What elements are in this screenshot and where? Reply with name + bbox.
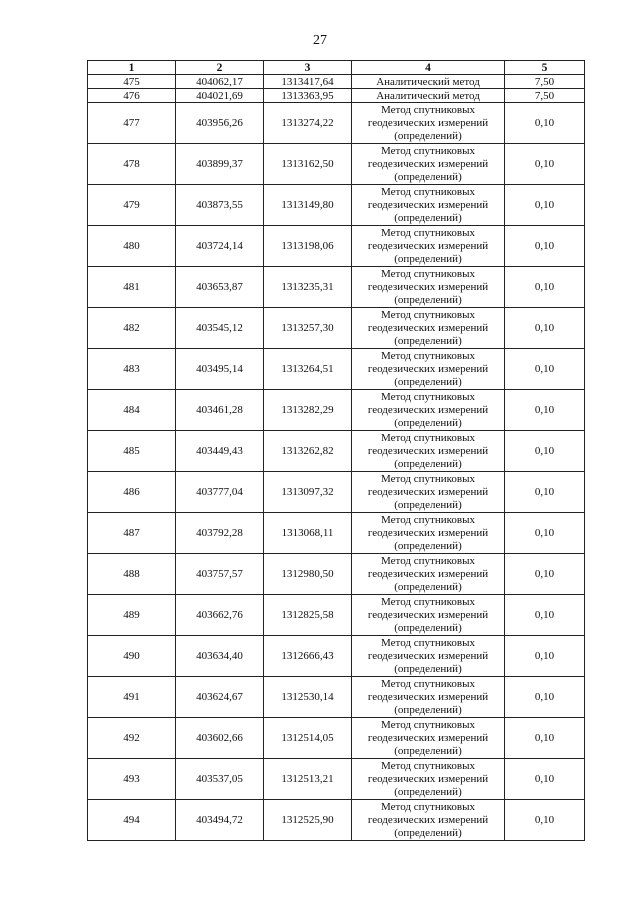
y-coordinate-cell: 1313235,31 [264, 267, 352, 308]
table-row [88, 677, 585, 718]
method-line: (определений) [394, 744, 462, 757]
method-cell [352, 89, 505, 103]
point-number-cell: 494 [88, 800, 176, 841]
y-coordinate-cell: 1312514,05 [264, 718, 352, 759]
point-number-cell: 480 [88, 226, 176, 267]
x-coordinate-cell: 403461,28 [176, 390, 264, 431]
accuracy-cell: 0,10 [505, 103, 585, 144]
method-line: Метод спутниковых [381, 759, 475, 772]
method-line: геодезических измерений [367, 116, 489, 129]
method-line: (определений) [394, 662, 462, 675]
x-coordinate-cell: 403792,28 [176, 513, 264, 554]
table-row [88, 554, 585, 595]
method-line: Метод спутниковых [381, 513, 475, 526]
method-cell [352, 554, 505, 595]
accuracy-cell: 0,10 [505, 513, 585, 554]
x-coordinate-cell: 403537,05 [176, 759, 264, 800]
table-row [88, 800, 585, 841]
method-line: (определений) [394, 457, 462, 470]
method-cell [352, 75, 505, 89]
table-row [88, 75, 585, 89]
header-col-2: 2 [176, 61, 264, 75]
x-coordinate-cell: 403662,76 [176, 595, 264, 636]
x-coordinate-cell: 403777,04 [176, 472, 264, 513]
method-line: геодезических измерений [367, 157, 489, 170]
x-coordinate-cell: 403494,72 [176, 800, 264, 841]
point-number-cell: 479 [88, 185, 176, 226]
accuracy-cell: 0,10 [505, 759, 585, 800]
method-line: геодезических измерений [367, 608, 489, 621]
table-row [88, 431, 585, 472]
method-line: (определений) [394, 129, 462, 142]
method-line: (определений) [394, 826, 462, 839]
method-line: Метод спутниковых [381, 308, 475, 321]
method-line: геодезических измерений [367, 526, 489, 539]
method-cell [352, 513, 505, 554]
x-coordinate-cell: 403873,55 [176, 185, 264, 226]
accuracy-cell: 0,10 [505, 349, 585, 390]
method-line: геодезических измерений [367, 567, 489, 580]
table-body [88, 75, 585, 841]
point-number-cell: 482 [88, 308, 176, 349]
method-line: Метод спутниковых [381, 636, 475, 649]
y-coordinate-cell: 1312980,50 [264, 554, 352, 595]
method-line: геодезических измерений [367, 198, 489, 211]
method-line: Метод спутниковых [381, 185, 475, 198]
x-coordinate-cell: 403724,14 [176, 226, 264, 267]
y-coordinate-cell: 1313274,22 [264, 103, 352, 144]
y-coordinate-cell: 1313264,51 [264, 349, 352, 390]
method-line: Аналитический метод [376, 89, 480, 102]
method-line: (определений) [394, 580, 462, 593]
point-number-cell: 475 [88, 75, 176, 89]
method-line: Метод спутниковых [381, 267, 475, 280]
method-line: геодезических измерений [367, 649, 489, 662]
point-number-cell: 483 [88, 349, 176, 390]
method-line: Метод спутниковых [381, 349, 475, 362]
y-coordinate-cell: 1313417,64 [264, 75, 352, 89]
accuracy-cell: 0,10 [505, 267, 585, 308]
method-line: (определений) [394, 211, 462, 224]
table-row [88, 185, 585, 226]
method-cell [352, 226, 505, 267]
table-row [88, 472, 585, 513]
method-line: Метод спутниковых [381, 800, 475, 813]
method-line: (определений) [394, 416, 462, 429]
accuracy-cell: 7,50 [505, 75, 585, 89]
table-row [88, 144, 585, 185]
method-line: Метод спутниковых [381, 677, 475, 690]
x-coordinate-cell: 403757,57 [176, 554, 264, 595]
accuracy-cell: 0,10 [505, 472, 585, 513]
y-coordinate-cell: 1313097,32 [264, 472, 352, 513]
method-line: геодезических измерений [367, 813, 489, 826]
method-line: Метод спутниковых [381, 103, 475, 116]
x-coordinate-cell: 403634,40 [176, 636, 264, 677]
method-line: (определений) [394, 785, 462, 798]
table-row [88, 267, 585, 308]
point-number-cell: 489 [88, 595, 176, 636]
method-cell [352, 759, 505, 800]
method-cell [352, 349, 505, 390]
method-line: геодезических измерений [367, 444, 489, 457]
accuracy-cell: 0,10 [505, 308, 585, 349]
accuracy-cell: 0,10 [505, 390, 585, 431]
page-number: 27 [313, 33, 327, 48]
table-row [88, 308, 585, 349]
x-coordinate-cell: 403495,14 [176, 349, 264, 390]
point-number-cell: 481 [88, 267, 176, 308]
point-number-cell: 476 [88, 89, 176, 103]
accuracy-cell: 0,10 [505, 718, 585, 759]
coordinates-table [87, 60, 585, 841]
point-number-cell: 490 [88, 636, 176, 677]
y-coordinate-cell: 1312513,21 [264, 759, 352, 800]
x-coordinate-cell: 403624,67 [176, 677, 264, 718]
y-coordinate-cell: 1313068,11 [264, 513, 352, 554]
method-cell [352, 103, 505, 144]
method-line: Аналитический метод [376, 75, 480, 88]
method-line: Метод спутниковых [381, 718, 475, 731]
method-cell [352, 595, 505, 636]
method-line: геодезических измерений [367, 280, 489, 293]
point-number-cell: 487 [88, 513, 176, 554]
point-number-cell: 478 [88, 144, 176, 185]
method-line: геодезических измерений [367, 403, 489, 416]
method-line: (определений) [394, 252, 462, 265]
method-line: (определений) [394, 498, 462, 511]
header-col-5: 5 [505, 61, 585, 75]
accuracy-cell: 0,10 [505, 800, 585, 841]
table-header [88, 61, 585, 75]
table-row [88, 349, 585, 390]
accuracy-cell: 0,10 [505, 595, 585, 636]
accuracy-cell: 0,10 [505, 144, 585, 185]
method-line: (определений) [394, 703, 462, 716]
table-row [88, 595, 585, 636]
method-cell [352, 718, 505, 759]
x-coordinate-cell: 404062,17 [176, 75, 264, 89]
header-col-3: 3 [264, 61, 352, 75]
method-line: геодезических измерений [367, 485, 489, 498]
method-line: Метод спутниковых [381, 390, 475, 403]
method-cell [352, 431, 505, 472]
point-number-cell: 492 [88, 718, 176, 759]
method-line: Метод спутниковых [381, 144, 475, 157]
table-row [88, 390, 585, 431]
method-cell [352, 390, 505, 431]
y-coordinate-cell: 1313257,30 [264, 308, 352, 349]
y-coordinate-cell: 1313198,06 [264, 226, 352, 267]
method-line: Метод спутниковых [381, 554, 475, 567]
accuracy-cell: 0,10 [505, 554, 585, 595]
accuracy-cell: 0,10 [505, 431, 585, 472]
method-cell [352, 185, 505, 226]
method-line: (определений) [394, 539, 462, 552]
method-line: (определений) [394, 375, 462, 388]
accuracy-cell: 7,50 [505, 89, 585, 103]
method-cell [352, 636, 505, 677]
x-coordinate-cell: 404021,69 [176, 89, 264, 103]
method-line: (определений) [394, 621, 462, 634]
y-coordinate-cell: 1313363,95 [264, 89, 352, 103]
method-line: Метод спутниковых [381, 226, 475, 239]
point-number-cell: 491 [88, 677, 176, 718]
method-line: геодезических измерений [367, 362, 489, 375]
method-cell [352, 267, 505, 308]
accuracy-cell: 0,10 [505, 185, 585, 226]
method-line: геодезических измерений [367, 772, 489, 785]
table-row [88, 89, 585, 103]
method-cell [352, 144, 505, 185]
accuracy-cell: 0,10 [505, 636, 585, 677]
method-line: геодезических измерений [367, 731, 489, 744]
y-coordinate-cell: 1313282,29 [264, 390, 352, 431]
x-coordinate-cell: 403653,87 [176, 267, 264, 308]
method-cell [352, 308, 505, 349]
table-row [88, 226, 585, 267]
point-number-cell: 493 [88, 759, 176, 800]
x-coordinate-cell: 403545,12 [176, 308, 264, 349]
method-line: Метод спутниковых [381, 431, 475, 444]
method-cell [352, 472, 505, 513]
method-line: (определений) [394, 293, 462, 306]
table-row [88, 103, 585, 144]
method-line: Метод спутниковых [381, 595, 475, 608]
x-coordinate-cell: 403956,26 [176, 103, 264, 144]
point-number-cell: 477 [88, 103, 176, 144]
table-row [88, 718, 585, 759]
y-coordinate-cell: 1313262,82 [264, 431, 352, 472]
method-line: Метод спутниковых [381, 472, 475, 485]
header-col-1: 1 [88, 61, 176, 75]
method-line: геодезических измерений [367, 239, 489, 252]
x-coordinate-cell: 403449,43 [176, 431, 264, 472]
x-coordinate-cell: 403602,66 [176, 718, 264, 759]
header-col-4: 4 [352, 61, 505, 75]
point-number-cell: 484 [88, 390, 176, 431]
table-row [88, 513, 585, 554]
y-coordinate-cell: 1312530,14 [264, 677, 352, 718]
y-coordinate-cell: 1312825,58 [264, 595, 352, 636]
point-number-cell: 488 [88, 554, 176, 595]
point-number-cell: 486 [88, 472, 176, 513]
table-row [88, 759, 585, 800]
y-coordinate-cell: 1313162,50 [264, 144, 352, 185]
x-coordinate-cell: 403899,37 [176, 144, 264, 185]
y-coordinate-cell: 1313149,80 [264, 185, 352, 226]
point-number-cell: 485 [88, 431, 176, 472]
method-cell [352, 677, 505, 718]
method-line: геодезических измерений [367, 321, 489, 334]
y-coordinate-cell: 1312525,90 [264, 800, 352, 841]
method-cell [352, 800, 505, 841]
table-row [88, 636, 585, 677]
accuracy-cell: 0,10 [505, 677, 585, 718]
method-line: (определений) [394, 170, 462, 183]
method-line: геодезических измерений [367, 690, 489, 703]
y-coordinate-cell: 1312666,43 [264, 636, 352, 677]
method-line: (определений) [394, 334, 462, 347]
accuracy-cell: 0,10 [505, 226, 585, 267]
